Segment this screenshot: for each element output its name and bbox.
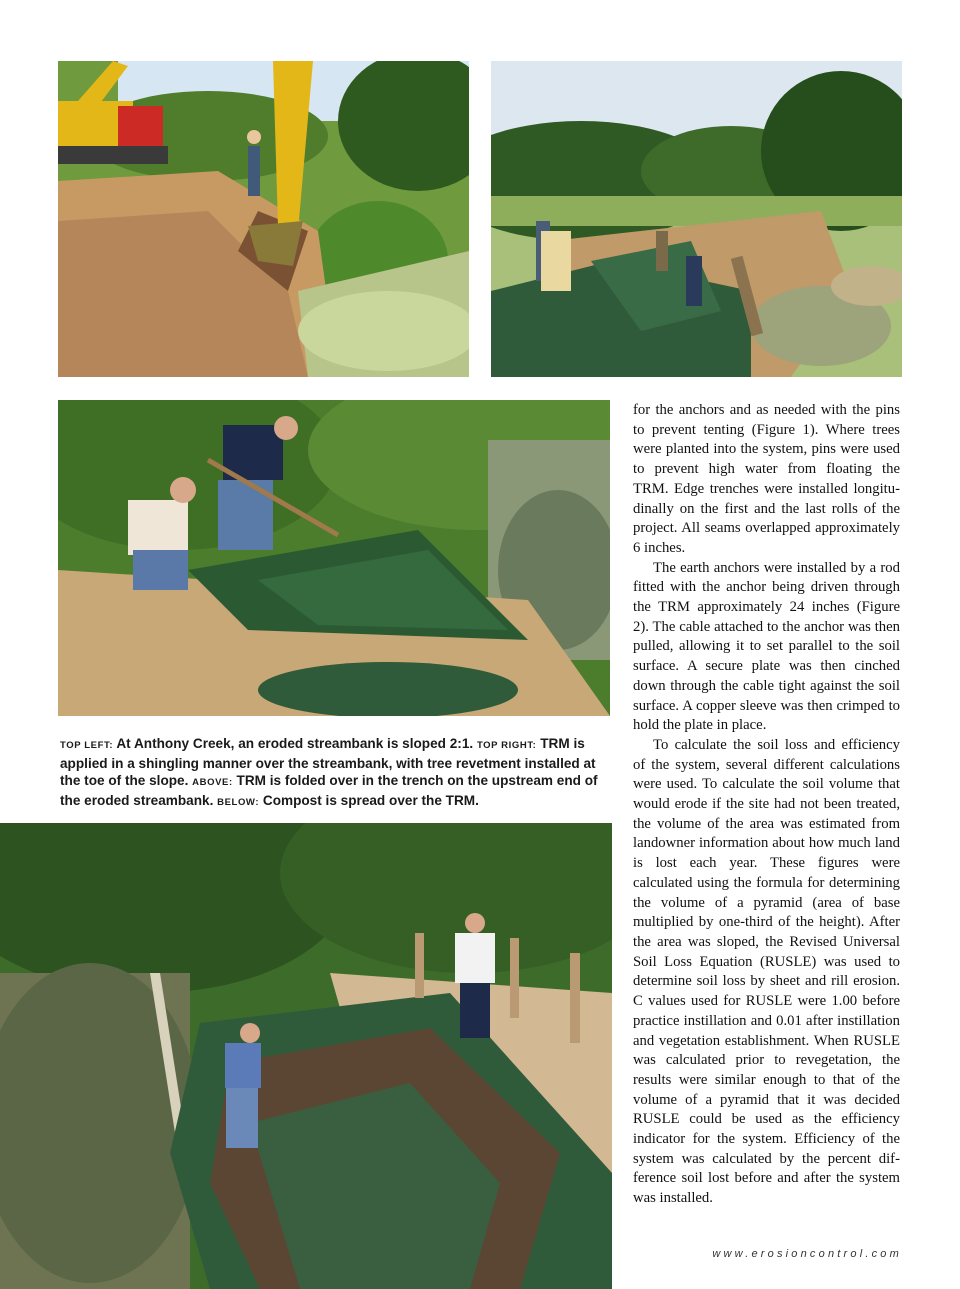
- caption-label-below: BELOW:: [217, 796, 260, 808]
- article-body: [633, 401, 900, 1209]
- caption-text-top-left: At Anthony Creek, an eroded streambank is sloped 2:1.: [113, 736, 477, 751]
- photo-compost-over-trm: [0, 823, 612, 1289]
- article-paragraph: To calculate the soil loss and efficiency of the system, several different calculations were used. To calculate the soil volume that would erode if the site had not been treated, the volume of the area was estimated from landowner information about how much land is lost each year. These figures were calculated using the formula for determining the volume of a pyramid (area of base multiplied by one-third of the height). After the area was sloped, the Revised Universal Soil Loss Equation (RUSLE) was used to determine soil loss by sheet and rill erosion. C values used for RUSLE were 1.00 before practice instillation and 0.01 after instillation and vegetation establishment. When RUSLE was calculated prior to revegetation, the results were similar enough to that of the volume of a pyramid that it was decided RUSLE could be used as the efficiency indicator for the system. Efficiency of the system was calculated by the percent difference soil lost before and after the system was installed.: [633, 736, 900, 1207]
- photo-excavator-sloping-bank: [58, 61, 469, 377]
- caption-label-top-left: TOP LEFT:: [60, 740, 114, 751]
- article-paragraph: for the anchors and as needed with the pins to prevent tenting (Figure 1). Where trees were planted into the system, pins were used to prevent high water from floating the TRM. Edge trenches were installed longitudinally on the first and the last rolls of the project. All seams overlapped approximately 6 inches.: [633, 402, 900, 556]
- photo-trm-folded-trench: [58, 400, 610, 716]
- photo-trm-shingling: [491, 61, 902, 377]
- footer-website-url: www.erosioncontrol.com: [712, 1248, 902, 1260]
- photo-caption: [60, 735, 612, 811]
- article-paragraph: The earth anchors were installed by a rod fitted with the anchor being driven through the TRM approximately 24 inches (Figure 2). The cable attached to the anchor was then pulled, allowing it to set parallel to the soil surface. A secure plate was then cinched down through the cable tight against the soil surface. A copper sleeve was then crimped to hold the plate in place.: [633, 559, 900, 734]
- caption-text-below: Compost is spread over the TRM.: [259, 792, 479, 808]
- caption-label-above: ABOVE:: [192, 777, 233, 789]
- caption-text-above: TRM is folded over in the trench on the upstream end of the eroded streambank.: [60, 773, 598, 808]
- caption-label-top-right: TOP RIGHT:: [476, 740, 537, 751]
- caption-text-top-right: TRM is applied in a shingling manner over the streambank, with tree revetment installed at the toe of the slope.: [60, 736, 596, 789]
